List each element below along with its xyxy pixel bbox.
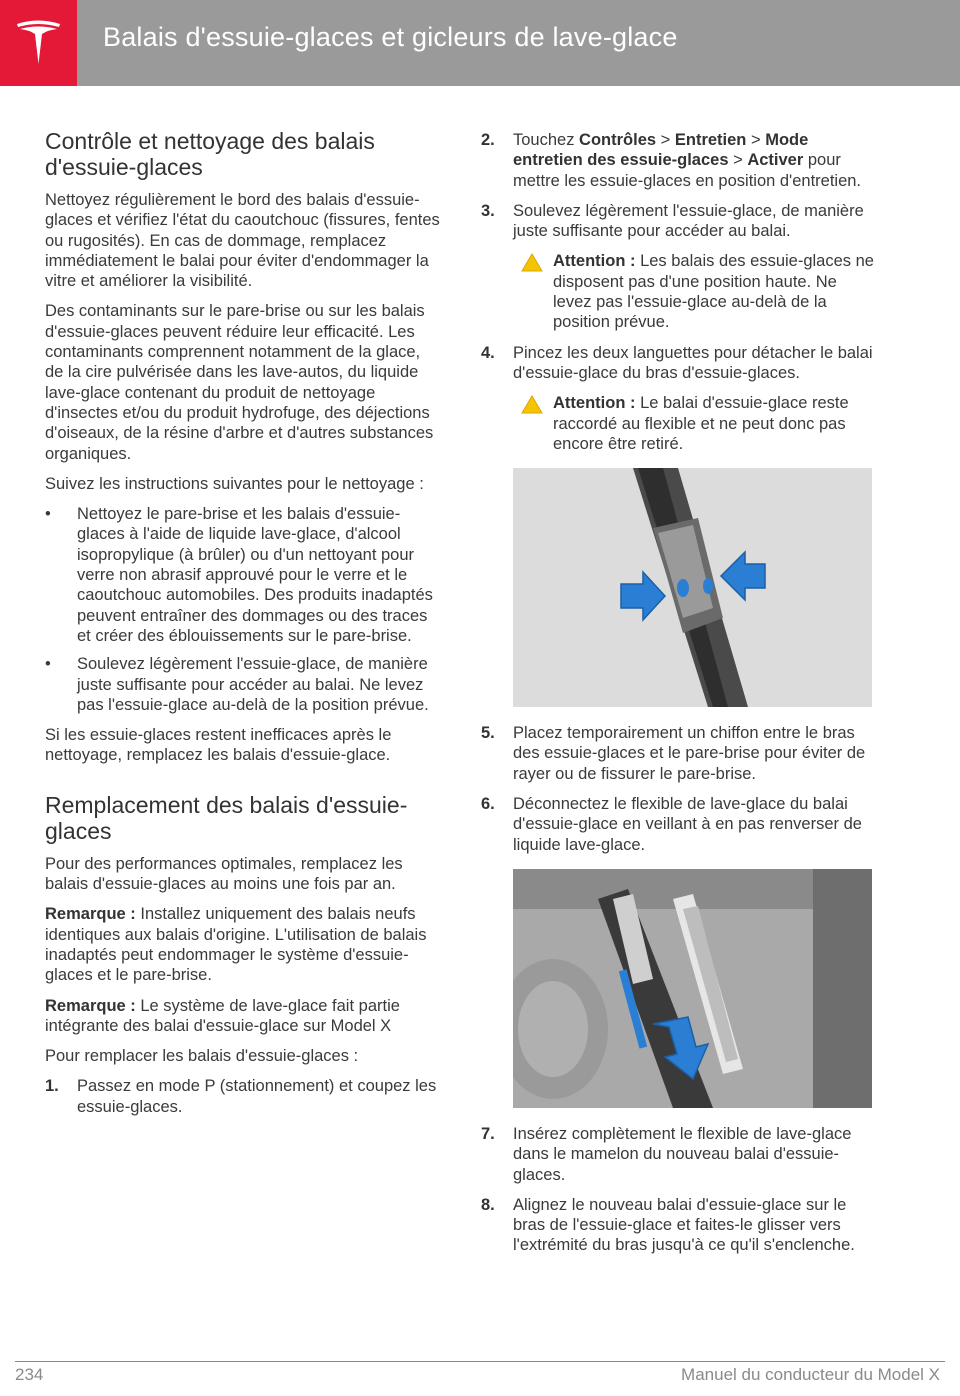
step-text: Alignez le nouveau balai d'essuie-glace sur le bras de l'essuie-glace et faites-le glisser vers l'extrémité du bras jusqu'à ce qu'il s'enclenche. xyxy=(513,1195,855,1255)
step-number: 3. xyxy=(481,201,495,220)
step-6 xyxy=(481,794,876,855)
step-text: Déconnectez le flexible de lave-glace du balai d'essuie-glace en veillant à en pas renverser de liquide lave-glace. xyxy=(513,795,862,854)
paragraph: Pour remplacer les balais d'essuie-glaces : xyxy=(45,1047,359,1066)
step-1 xyxy=(45,1076,440,1117)
menu-path-item: Contrôles xyxy=(579,131,657,149)
step-text: Touchez xyxy=(513,131,580,149)
left-column xyxy=(45,128,440,1127)
wiper-tabs-illustration xyxy=(513,468,872,707)
warning-note xyxy=(481,393,876,454)
step-text: Pincez les deux languettes pour détacher le balai d'essuie-glace du bras d'essuie-glaces. xyxy=(513,343,873,382)
note xyxy=(45,996,440,1037)
step-number: 5. xyxy=(481,724,495,743)
step-text: Passez en mode P (stationnement) et coupez les essuie-glaces. xyxy=(77,1077,437,1116)
step-number: 1. xyxy=(45,1077,59,1096)
header-title: Balais d'essuie-glaces et gicleurs de lave-glace xyxy=(103,22,678,52)
menu-path-item: Activer xyxy=(747,151,804,170)
menu-separator: > xyxy=(656,131,675,149)
list-item: • Soulevez légèrement l'essuie-glace, de manière juste suffisante pour accéder au balai. Ne levez pas l'essuie-glace au-delà de la position prévue. xyxy=(45,654,440,715)
list-item: • Nettoyez le pare-brise et les balais d'essuie-glaces à l'aide de liquide lave-glace, d'alcool isopropylique (à brûler) ou d'un nettoyant pour verre non abrasif approuvé pour le verre et le caoutchouc automobiles. Des produits inadaptés peuvent entraîner des dommages ou des traces et créer des éblouissements sur le pare-brise. xyxy=(45,504,440,646)
step-3 xyxy=(481,201,876,242)
paragraph: Suivez les instructions suivantes pour le nettoyage : xyxy=(45,474,424,493)
warning-text: Les balais des essuie-glaces ne disposent pas d'une position haute. Ne levez pas l'essuie-glace au-delà de la position prévue. xyxy=(553,252,874,332)
page-number: 234 xyxy=(15,1365,44,1384)
step-text: Placez temporairement un chiffon entre le bras des essuie-glaces et le pare-brise pour éviter de rayer ou de fissurer le pare-brise. xyxy=(513,724,866,783)
section-title-cleaning: Contrôle et nettoyage des balais d'essuie-glaces xyxy=(45,128,375,180)
step-8 xyxy=(481,1195,876,1256)
warning-triangle-icon xyxy=(521,253,543,272)
step-number: 6. xyxy=(481,795,495,814)
paragraph: Nettoyez régulièrement le bord des balais d'essuie-glaces et vérifiez l'état du caoutchouc (fissures, fentes ou rugosités). En cas de dommage, remplacez immédiatement le balai pour éviter d'endommager la vitre et améliorer la visibilité. xyxy=(45,191,440,291)
step-4 xyxy=(481,343,876,384)
wiper-tabs-figure xyxy=(513,468,872,707)
step-text: Insérez complètement le flexible de lave-glace dans le mamelon du nouveau balai d'essuie-glaces. xyxy=(513,1124,852,1184)
cleaning-list xyxy=(45,504,440,715)
note xyxy=(45,904,440,985)
paragraph: Pour des performances optimales, remplacez les balais d'essuie-glaces au moins une fois par an. xyxy=(45,854,403,894)
warning-label: Attention : xyxy=(553,394,636,413)
warning-note xyxy=(481,251,876,332)
manual-title: Manuel du conducteur du Model X xyxy=(681,1365,940,1384)
menu-path-item: Entretien xyxy=(674,131,747,149)
paragraph: Des contaminants sur le pare-brise ou sur les balais d'essuie-glaces peuvent réduire leur efficacité. Les contaminants comprennent notamment de la glace, de la cire pulvérisée dans les lave-autos, du liquide lave-glace contenant du produit de nettoyage d'insectes et/ou du produit hydrofuge, des déjections d'oiseaux, de la résine d'arbre et d'autres substances organiques. xyxy=(45,302,434,463)
warning-triangle-icon xyxy=(521,395,543,414)
menu-separator: > xyxy=(728,151,748,170)
step-2 xyxy=(481,130,876,191)
footer-divider xyxy=(15,1361,945,1362)
note-text: Installez uniquement des balais neufs identiques aux balais d'origine. L'utilisation de balais inadaptés peut endommager le système d'essuie-glaces et le pare-brise. xyxy=(45,905,427,985)
step-5 xyxy=(481,723,876,784)
menu-path-item: Mode entretien des essuie-glaces xyxy=(513,131,809,170)
note-label: Remarque : xyxy=(45,905,136,924)
washer-hose-illustration xyxy=(513,869,872,1108)
step-number: 7. xyxy=(481,1124,495,1143)
menu-separator: > xyxy=(746,131,766,149)
washer-hose-figure xyxy=(513,869,872,1108)
page-header xyxy=(0,0,960,86)
step-7 xyxy=(481,1124,876,1185)
warning-text: Le balai d'essuie-glace reste raccordé au flexible et ne peut donc pas encore être retiré. xyxy=(553,394,849,453)
step-text: pour mettre les essuie-glaces en position d'entretien. xyxy=(513,151,862,190)
note-text: Le système de lave-glace fait partie intégrante des balai d'essuie-glace sur Model X xyxy=(45,996,400,1035)
warning-label: Attention : xyxy=(553,252,636,271)
step-number: 8. xyxy=(481,1195,495,1214)
right-column xyxy=(481,130,876,1266)
tesla-logo-icon xyxy=(15,18,62,66)
step-number: 4. xyxy=(481,343,495,362)
paragraph: Si les essuie-glaces restent inefficaces après le nettoyage, remplacez les balais d'essuie-glace. xyxy=(45,726,392,765)
note-label: Remarque : xyxy=(45,996,136,1015)
section-title-replacement: Remplacement des balais d'essuie-glaces xyxy=(45,791,408,844)
logo-box xyxy=(0,0,77,86)
step-text: Soulevez légèrement l'essuie-glace, de manière juste suffisante pour accéder au balai. xyxy=(513,201,864,241)
step-number: 2. xyxy=(481,131,495,149)
